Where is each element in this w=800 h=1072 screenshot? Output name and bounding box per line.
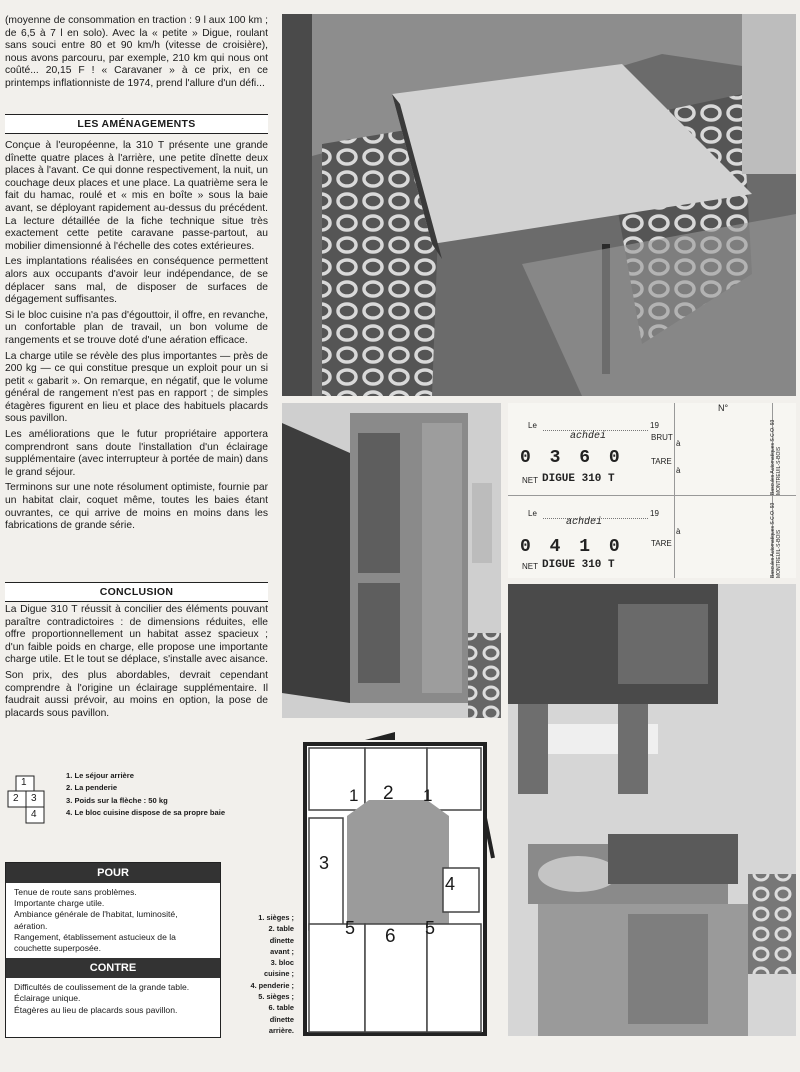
pour-list: Tenue de route sans problèmes. Importante charge utile. Ambiance générale de l'habitat, luminosité, aération. Rangement, établissement astucieux de la couchette superposée. xyxy=(14,887,178,954)
plan-label: 1 xyxy=(349,786,359,805)
pour-title: POUR xyxy=(6,863,220,883)
weight-digits: 0 3 6 0 xyxy=(520,448,624,468)
paragraph: La Digue 310 T réussit à concilier des éléments pouvant paraître contradictoires : de dimensions réduites, elle offre proportionnellement un habitat assez spacieux ; d'un faible poids en charge, elle propose une importante charge utile. Et le tout se déplace, s'installe avec aisance. xyxy=(5,604,268,666)
section-heading-amenagements: LES AMÉNAGEMENTS xyxy=(5,114,268,134)
weighing-ticket: Le 19 à TARE achdei 0 4 1 0 NET DIGUE 310 T Bascules Automatiques S.C.O. 93 MONTREUIL-S-BOIS xyxy=(508,495,796,578)
pour-contre-box xyxy=(5,862,221,1038)
paragraph: Les améliorations que le futur propriétaire apportera comprendront sans doute l'installation d'un éclairage supplémentaire (avec interrupteur à portée de main) dans le grand séjour. xyxy=(5,429,268,478)
dinette-photo-illustration xyxy=(282,14,796,396)
floor-plan xyxy=(293,728,498,1038)
weighing-ticket: Le 19 N° BRUT à TARE à achdei 0 3 6 0 NET DIGUE 310 T Bascules Automatiques S.C.O. 93 MONTREUIL-S-BOIS xyxy=(508,403,796,496)
floor-plan-drawing xyxy=(293,728,498,1038)
plan-label: 4 xyxy=(445,874,456,894)
plan-label: 3 xyxy=(319,853,330,873)
article-intro: (moyenne de consommation en traction : 9 l aux 100 km ; de 6,5 à 7 l en solo). Avec la « petite » Digue, roulant sans souci entre 80 et 90 km/h (vitesse de croisière), nous avons parcouru, par exemple, 210 km qui nous ont coûté... 20,15 F ! « Caravaner » à ce prix, en ce printemps inflationniste de 1974, prend l'allure d'un défi... xyxy=(5,15,268,89)
photo-penderie xyxy=(282,403,501,718)
plan-label: 5 xyxy=(345,918,356,938)
section-amenagements-text xyxy=(5,140,268,536)
weighing-tickets xyxy=(508,403,796,578)
paragraph: La charge utile se révèle des plus importantes — près de 200 kg — ce qui constitue presque un exploit pour un si petit « gabarit ». On remarque, en négatif, que le volume général de rangement n'est pas en rapport ; de simples étagères figurent en lieu et place des habituels placards sous pavillon. xyxy=(5,350,268,425)
plan-label: 6 xyxy=(385,926,396,947)
photo-bloc-cuisine xyxy=(508,584,796,1036)
contre-title: CONTRE xyxy=(6,958,220,978)
legend-item: 4. Le bloc cuisine dispose de sa propre baie xyxy=(66,808,226,818)
photo-sejour-arriere xyxy=(282,14,796,396)
section-heading-conclusion: CONCLUSION xyxy=(5,582,268,602)
legend-item: 2. La penderie xyxy=(66,783,118,793)
section-conclusion-text xyxy=(5,604,268,723)
plan-label: 1 xyxy=(423,786,433,805)
legend-item: 3. Poids sur la flèche : 50 kg xyxy=(66,795,168,805)
photo-legend xyxy=(66,770,276,820)
weight-digits: 0 4 1 0 xyxy=(520,537,624,557)
contre-list: Difficultés de coulissement de la grande table. Éclairage unique. Étagères au lieu de placards sous pavillon. xyxy=(14,982,190,1015)
paragraph: Conçue à l'européenne, la 310 T présente une grande dînette quatre places à l'arrière, une petite dînette deux places à l'avant. Ce qui donne respectivement, la nuit, un couchage deux places et une place. La quatrième sera le fait du hamac, roulé et « mis en boîte » sous la baie avant, se déployant rapidement au-dessus du précédent. La lecture détaillée de la fiche technique situe très exactement cette petite caravane passe-partout, au mobilier dimensionné à l'échelle des cotes extérieures. xyxy=(5,140,268,252)
paragraph: Si le bloc cuisine n'a pas d'égouttoir, il offre, en revanche, un confortable plan de travail, un bon volume de rangements et se trouve doté d'une aération efficace. xyxy=(5,309,268,346)
kitchen-photo-illustration xyxy=(508,584,796,1036)
legend-item: 1. Le séjour arrière xyxy=(66,771,134,780)
plan-label: 2 xyxy=(383,783,394,804)
wardrobe-photo-illustration xyxy=(282,403,501,718)
plan-label: 5 xyxy=(425,918,436,938)
paragraph: Les implantations réalisées en conséquence permettent alors aux occupants d'avoir leur indépendance, de se déplacer sans mal, de disposer de surfaces de dégagement suffisantes. xyxy=(5,256,268,306)
photo-position-grid: 1 2 3 4 xyxy=(6,774,46,826)
paragraph: Son prix, des plus abordables, devrait cependant comprendre à l'origine un éclairage supplémentaire. Il faudrait aussi prévoir, au moins en option, la pose de placards sous pavillon. xyxy=(5,669,268,719)
paragraph: Terminons sur une note résolument optimiste, fournie par un habitat clair, coquet même, toutes les baies étant ouvrantes, ce qui arrive de moins en moins dans les fabrications de grande série. xyxy=(5,482,268,532)
floor-plan-key: 1. sièges ; 2. table dînette avant ; 3. bloc cuisine ; 4. penderie ; 5. sièges ; 6. table dînette arrière. xyxy=(250,913,294,1035)
